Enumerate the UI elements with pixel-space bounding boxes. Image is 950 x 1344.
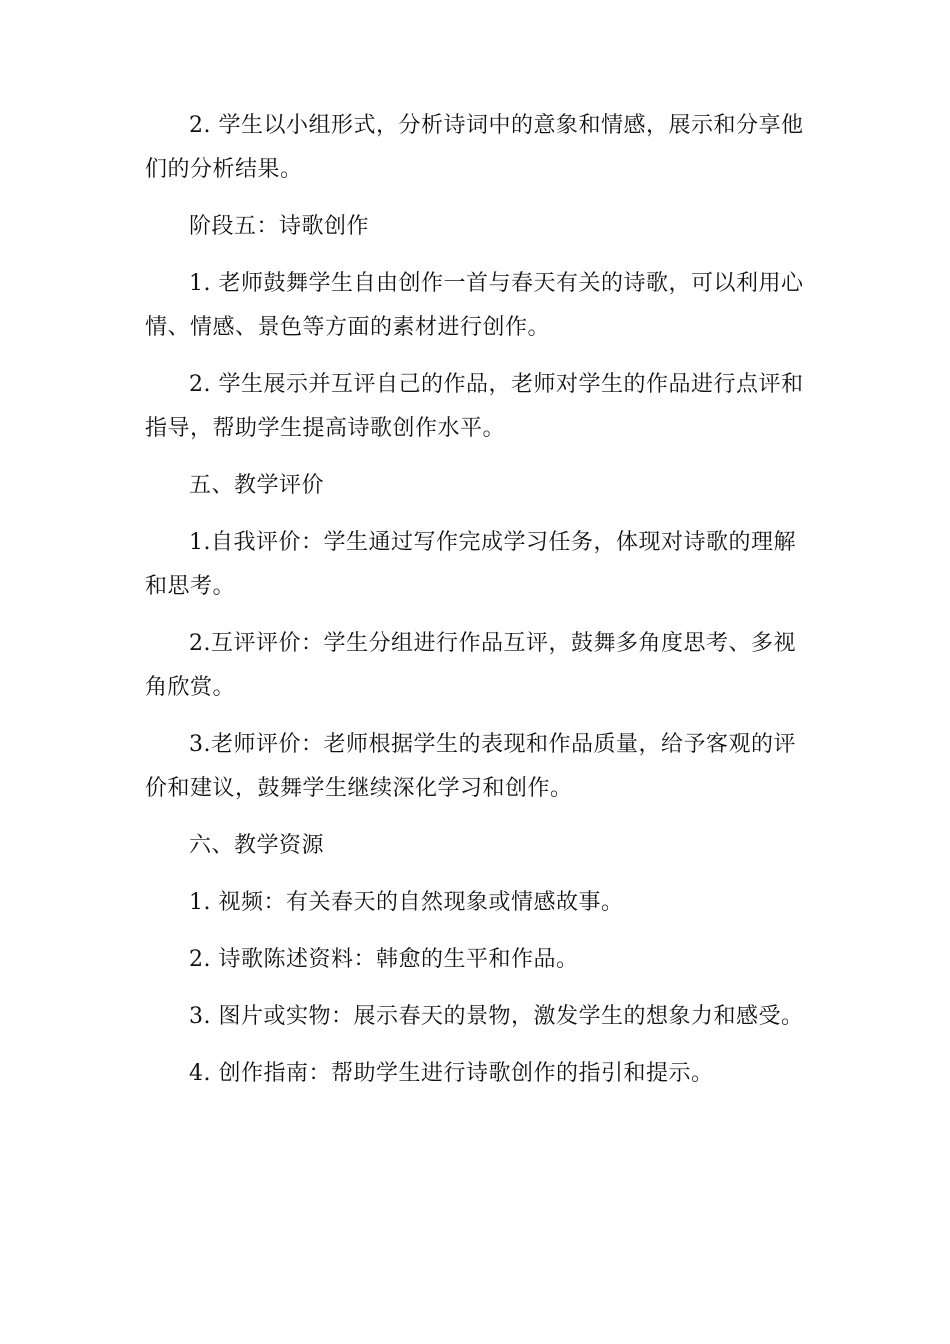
resource-item-pictures: 3. 图片或实物：展示春天的景物，激发学生的想象力和感受。: [189, 1004, 804, 1029]
paragraph-creation-step-2: 2. 学生展示并互评自己的作品，老师对学生的作品进行点评和指导，帮助学生提高诗歌创作水平。: [145, 372, 804, 441]
section-heading-stage-five: 阶段五：诗歌创作: [189, 214, 370, 239]
paragraph-creation-step-1: 1. 老师鼓舞学生自由创作一首与春天有关的诗歌，可以利用心情、情感、景色等方面的素材进行创作。: [145, 271, 804, 340]
paragraph-peer-evaluation: 2.互评评价：学生分组进行作品互评，鼓舞多角度思考、多视角欣赏。: [145, 631, 796, 700]
paragraph-self-evaluation: 1.自我评价：学生通过写作完成学习任务，体现对诗歌的理解和思考。: [145, 530, 796, 599]
section-heading-evaluation: 五、教学评价: [189, 473, 325, 498]
resource-item-video: 1. 视频：有关春天的自然现象或情感故事。: [189, 890, 624, 915]
resource-item-guide: 4. 创作指南：帮助学生进行诗歌创作的指引和提示。: [189, 1061, 714, 1086]
paragraph-group-analysis-step: 2. 学生以小组形式，分析诗词中的意象和情感，展示和分享他们的分析结果。: [145, 113, 804, 182]
resource-item-poem-material: 2. 诗歌陈述资料：韩愈的生平和作品。: [189, 947, 579, 972]
paragraph-teacher-evaluation: 3.老师评价：老师根据学生的表现和作品质量，给予客观的评价和建议，鼓舞学生继续深化学习和创作。: [145, 732, 796, 801]
section-heading-resources: 六、教学资源: [189, 833, 325, 858]
document-body: [145, 104, 807, 1109]
